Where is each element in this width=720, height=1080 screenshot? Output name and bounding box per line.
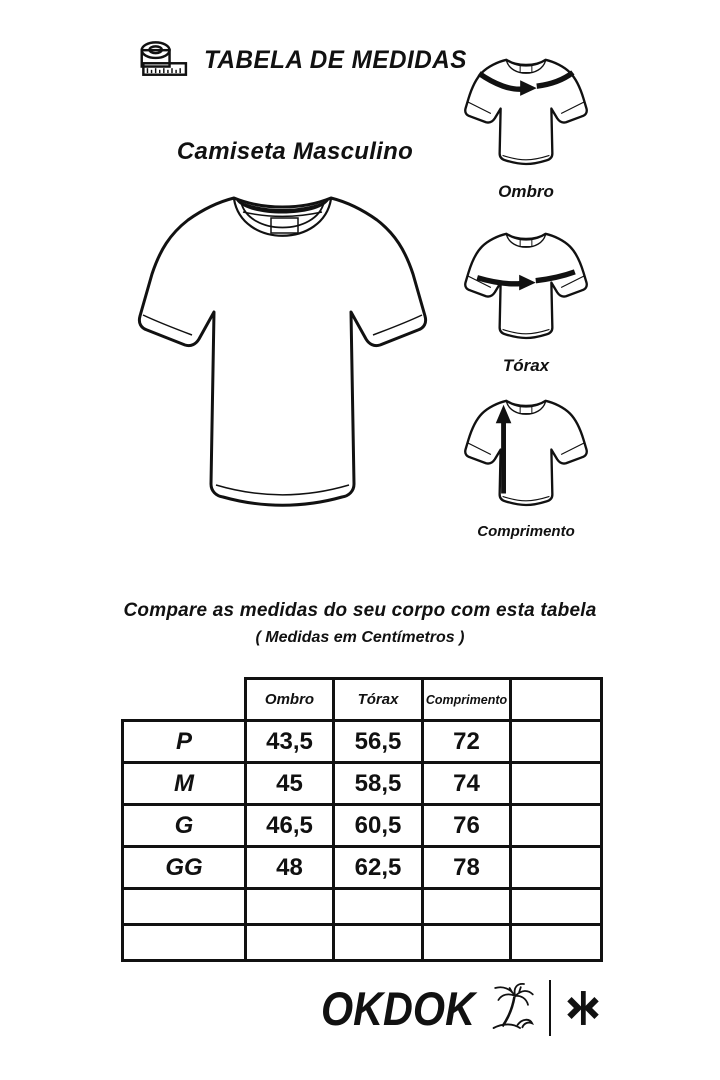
measure-guide-ombro [460, 52, 592, 202]
value-cell [511, 805, 602, 847]
measure-guide-comprimento [460, 393, 592, 540]
value-cell: 62,5 [334, 847, 423, 889]
table-header-row [123, 679, 602, 721]
value-cell: 72 [423, 721, 511, 763]
page-title: TABELA DE MEDIDAS [204, 45, 467, 74]
col-header-ombro: Ombro [246, 679, 334, 721]
guide-label: Tórax [502, 356, 550, 375]
value-cell [511, 847, 602, 889]
product-title: Camiseta Masculino [176, 138, 414, 165]
table-row-empty [123, 925, 602, 961]
tshirt-front-illustration [130, 188, 435, 515]
table-row-p [123, 721, 602, 763]
col-header-comprimento: Comprimento [423, 679, 511, 721]
size-cell: GG [123, 847, 246, 889]
value-cell: 46,5 [246, 805, 334, 847]
table-row-gg [123, 847, 602, 889]
value-cell: 76 [423, 805, 511, 847]
value-cell [423, 889, 511, 925]
value-cell [334, 925, 423, 961]
value-cell: 45 [246, 763, 334, 805]
value-cell: 78 [423, 847, 511, 889]
value-cell: 56,5 [334, 721, 423, 763]
guide-label: Ombro [498, 182, 554, 201]
tshirt-shoulder-arrow-icon [462, 52, 590, 174]
k-glyph-icon [564, 984, 602, 1032]
size-cell [123, 889, 246, 925]
tshirt-chest-arrow-icon [462, 226, 590, 348]
value-cell: 58,5 [334, 763, 423, 805]
col-header-torax: Tórax [334, 679, 423, 721]
table-row-m [123, 763, 602, 805]
size-cell: P [123, 721, 246, 763]
value-cell: 74 [423, 763, 511, 805]
value-cell [423, 925, 511, 961]
value-cell [246, 889, 334, 925]
brand-footer [300, 978, 602, 1038]
value-cell [511, 763, 602, 805]
table-corner-cell [123, 679, 246, 721]
guide-label: Comprimento [477, 523, 575, 540]
value-cell [511, 721, 602, 763]
palm-tree-icon [488, 981, 536, 1035]
col-header-extra [511, 679, 602, 721]
compare-instructions [0, 600, 720, 647]
tshirt-length-arrow-icon [462, 393, 590, 515]
value-cell [511, 925, 602, 961]
value-cell: 48 [246, 847, 334, 889]
value-cell [334, 889, 423, 925]
header [136, 38, 475, 82]
table-row-empty [123, 889, 602, 925]
table-row-g [123, 805, 602, 847]
value-cell: 60,5 [334, 805, 423, 847]
measure-guide-torax [460, 226, 592, 376]
size-cell [123, 925, 246, 961]
measuring-tape-icon [136, 38, 190, 82]
value-cell [511, 889, 602, 925]
units-note: ( Medidas em Centímetros ) [255, 629, 465, 646]
size-cell: M [123, 763, 246, 805]
compare-line: Compare as medidas do seu corpo com esta tabela [123, 600, 597, 621]
size-cell: G [123, 805, 246, 847]
brand-wordmark: OKDOK [321, 981, 475, 1035]
size-table [121, 677, 603, 962]
value-cell: 43,5 [246, 721, 334, 763]
value-cell [246, 925, 334, 961]
tshirt-outline-icon [130, 188, 435, 510]
footer-divider [549, 980, 551, 1036]
